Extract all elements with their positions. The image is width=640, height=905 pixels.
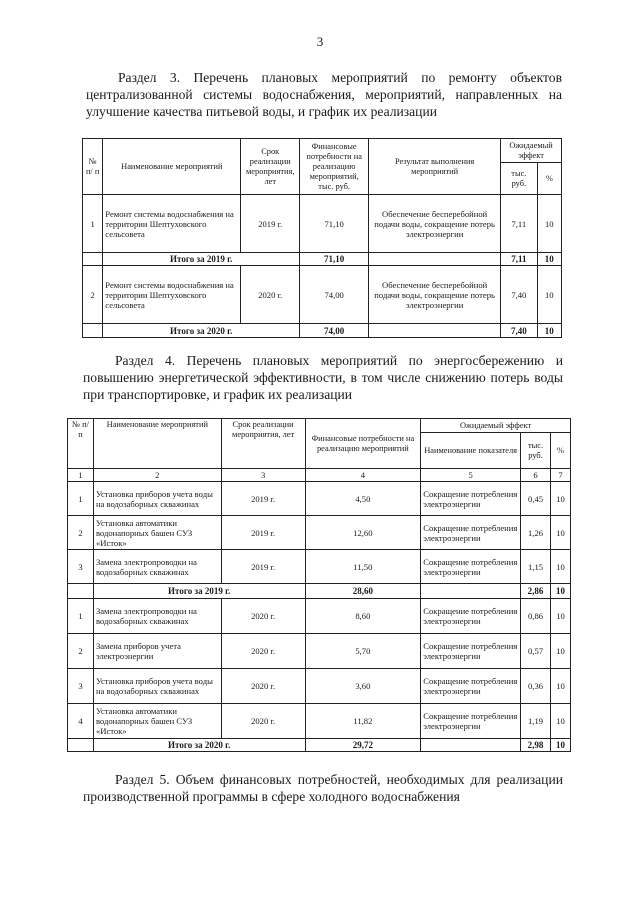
row-num: 3: [68, 669, 94, 704]
row-result: Обеспечение бесперебойной подачи воды, сокращение потерь электроэнергии: [369, 195, 501, 253]
col-number: 6: [521, 469, 551, 482]
section5-heading: Раздел 5. Объем финансовых потребностей, необходимых для реализации производственной программы в сфере холодного водоснабжения: [83, 772, 563, 804]
total-finance: 74,00: [300, 324, 369, 338]
s3-header-name: Наименование мероприятий: [103, 139, 241, 195]
row-indicator: Сокращение потребления электроэнергии: [421, 634, 521, 669]
col-number: 5: [421, 469, 521, 482]
total-pct: 10: [537, 324, 561, 338]
row-name: Установка приборов учета воды на водозаборных скважинах: [93, 482, 221, 516]
s4-header-num: № п/п: [68, 419, 94, 469]
row-finance: 11,50: [305, 550, 421, 584]
row-pct: 10: [537, 266, 561, 324]
s4-header-name: Наименование мероприятий: [93, 419, 221, 469]
row-term: 2019 г.: [221, 482, 305, 516]
row-name: Замена электропроводки на водозаборных скважинах: [93, 599, 221, 634]
page-number: 3: [316, 34, 324, 49]
s4-header-pct: %: [551, 433, 571, 469]
s4-header-indicator: Наименование показателя: [421, 433, 521, 469]
row-num: 3: [68, 550, 94, 584]
col-number: 4: [305, 469, 421, 482]
row-effect: 7,11: [501, 195, 538, 253]
s4-header-finance: Финансовые потребности на реализацию мероприятий: [305, 419, 421, 469]
row-finance: 71,10: [300, 195, 369, 253]
column-numbers-row: [68, 469, 571, 482]
row-finance: 11,82: [305, 704, 421, 739]
row-term: 2019 г.: [241, 195, 300, 253]
total-pct: 10: [551, 739, 571, 752]
row-term: 2020 г.: [221, 704, 305, 739]
table-row: [68, 550, 571, 584]
row-name: Замена приборов учета электроэнергии: [93, 634, 221, 669]
total-effect: 7,40: [501, 324, 538, 338]
total-label: Итого за 2019 г.: [103, 253, 300, 266]
table-row: [68, 516, 571, 550]
section3-heading: Раздел 3. Перечень плановых мероприятий по ремонту объектов централизованной системы водоснабжения, мероприятий, направленных на улучшение качества питьевой воды, и график их реализации: [86, 70, 562, 119]
total-effect: 2,86: [521, 584, 551, 599]
s4-header-term: Срок реализации мероприятия, лет: [221, 419, 305, 469]
total-row: [68, 584, 571, 599]
row-indicator: Сокращение потребления электроэнергии: [421, 482, 521, 516]
row-name: Замена электропроводки на водозаборных скважинах: [93, 550, 221, 584]
row-finance: 3,60: [305, 669, 421, 704]
row-num: 1: [83, 195, 103, 253]
total-row: [83, 253, 562, 266]
table-row: [83, 195, 562, 253]
row-indicator: Сокращение потребления электроэнергии: [421, 669, 521, 704]
row-result: Обеспечение бесперебойной подачи воды, сокращение потерь электроэнергии: [369, 266, 501, 324]
row-name: Ремонт системы водоснабжения на территории Шептуховского сельсовета: [103, 266, 241, 324]
table-row: [68, 704, 571, 739]
row-effect: 1,26: [521, 516, 551, 550]
row-term: 2020 г.: [221, 599, 305, 634]
row-pct: 10: [551, 599, 571, 634]
row-pct: 10: [551, 550, 571, 584]
row-effect: 0,45: [521, 482, 551, 516]
row-effect: 0,86: [521, 599, 551, 634]
row-indicator: Сокращение потребления электроэнергии: [421, 516, 521, 550]
section4-heading: Раздел 4. Перечень плановых мероприятий по энергосбережению и повышению энергетической эффективности, в том числе снижению потерь воды при транспортировке, и график их реализации: [83, 353, 563, 402]
total-label: Итого за 2020 г.: [103, 324, 300, 338]
row-num: 1: [68, 599, 94, 634]
row-effect: 0,57: [521, 634, 551, 669]
s3-header-term: Срок реализации мероприятия, лет: [241, 139, 300, 195]
total-pct: 10: [537, 253, 561, 266]
total-finance: 71,10: [300, 253, 369, 266]
table-row: [83, 266, 562, 324]
row-pct: 10: [551, 704, 571, 739]
row-num: 1: [68, 482, 94, 516]
row-term: 2020 г.: [221, 669, 305, 704]
row-finance: 4,50: [305, 482, 421, 516]
s4-header-effect: Ожидаемый эффект: [421, 419, 571, 433]
table-row: [68, 482, 571, 516]
s4-header-unit: тыс. руб.: [521, 433, 551, 469]
total-finance: 28,60: [305, 584, 421, 599]
total-finance: 29,72: [305, 739, 421, 752]
row-pct: 10: [551, 634, 571, 669]
row-pct: 10: [551, 482, 571, 516]
row-term: 2020 г.: [221, 634, 305, 669]
row-term: 2020 г.: [241, 266, 300, 324]
row-effect: 1,15: [521, 550, 551, 584]
section3-table: [82, 138, 562, 338]
s3-header-finance: Финансовые потребности на реализацию мероприятий, тыс. руб.: [300, 139, 369, 195]
row-effect: 0,36: [521, 669, 551, 704]
row-finance: 74,00: [300, 266, 369, 324]
row-effect: 1,19: [521, 704, 551, 739]
s3-header-unit: тыс. руб.: [501, 163, 538, 195]
section4-table: [67, 418, 571, 752]
row-indicator: Сокращение потребления электроэнергии: [421, 550, 521, 584]
total-effect: 2,98: [521, 739, 551, 752]
s3-header-effect: Ожидаемый эффект: [501, 139, 562, 163]
row-term: 2019 г.: [221, 550, 305, 584]
row-num: 4: [68, 704, 94, 739]
row-finance: 5,70: [305, 634, 421, 669]
row-pct: 10: [551, 669, 571, 704]
row-term: 2019 г.: [221, 516, 305, 550]
col-number: 1: [68, 469, 94, 482]
row-finance: 12,60: [305, 516, 421, 550]
total-row: [83, 324, 562, 338]
row-pct: 10: [537, 195, 561, 253]
s3-header-pct: %: [537, 163, 561, 195]
total-row: [68, 739, 571, 752]
row-pct: 10: [551, 516, 571, 550]
total-label: Итого за 2020 г.: [93, 739, 305, 752]
total-label: Итого за 2019 г.: [93, 584, 305, 599]
row-name: Установка автоматики водонапорных башен СУЗ «Исток»: [93, 516, 221, 550]
col-number: 3: [221, 469, 305, 482]
row-name: Установка приборов учета воды на водозаборных скважинах: [93, 669, 221, 704]
row-effect: 7,40: [501, 266, 538, 324]
s3-header-result: Результат выполнения мероприятий: [369, 139, 501, 195]
table-row: [68, 634, 571, 669]
row-finance: 8,60: [305, 599, 421, 634]
row-num: 2: [83, 266, 103, 324]
row-num: 2: [68, 634, 94, 669]
total-effect: 7,11: [501, 253, 538, 266]
col-number: 2: [93, 469, 221, 482]
row-num: 2: [68, 516, 94, 550]
row-name: Установка автоматики водонапорных башен СУЗ «Исток»: [93, 704, 221, 739]
col-number: 7: [551, 469, 571, 482]
row-indicator: Сокращение потребления электроэнергии: [421, 599, 521, 634]
row-name: Ремонт системы водоснабжения на территории Шептуховского сельсовета: [103, 195, 241, 253]
row-indicator: Сокращение потребления электроэнергии: [421, 704, 521, 739]
s3-header-num: № п/ п: [83, 139, 103, 195]
total-pct: 10: [551, 584, 571, 599]
table-row: [68, 669, 571, 704]
table-row: [68, 599, 571, 634]
